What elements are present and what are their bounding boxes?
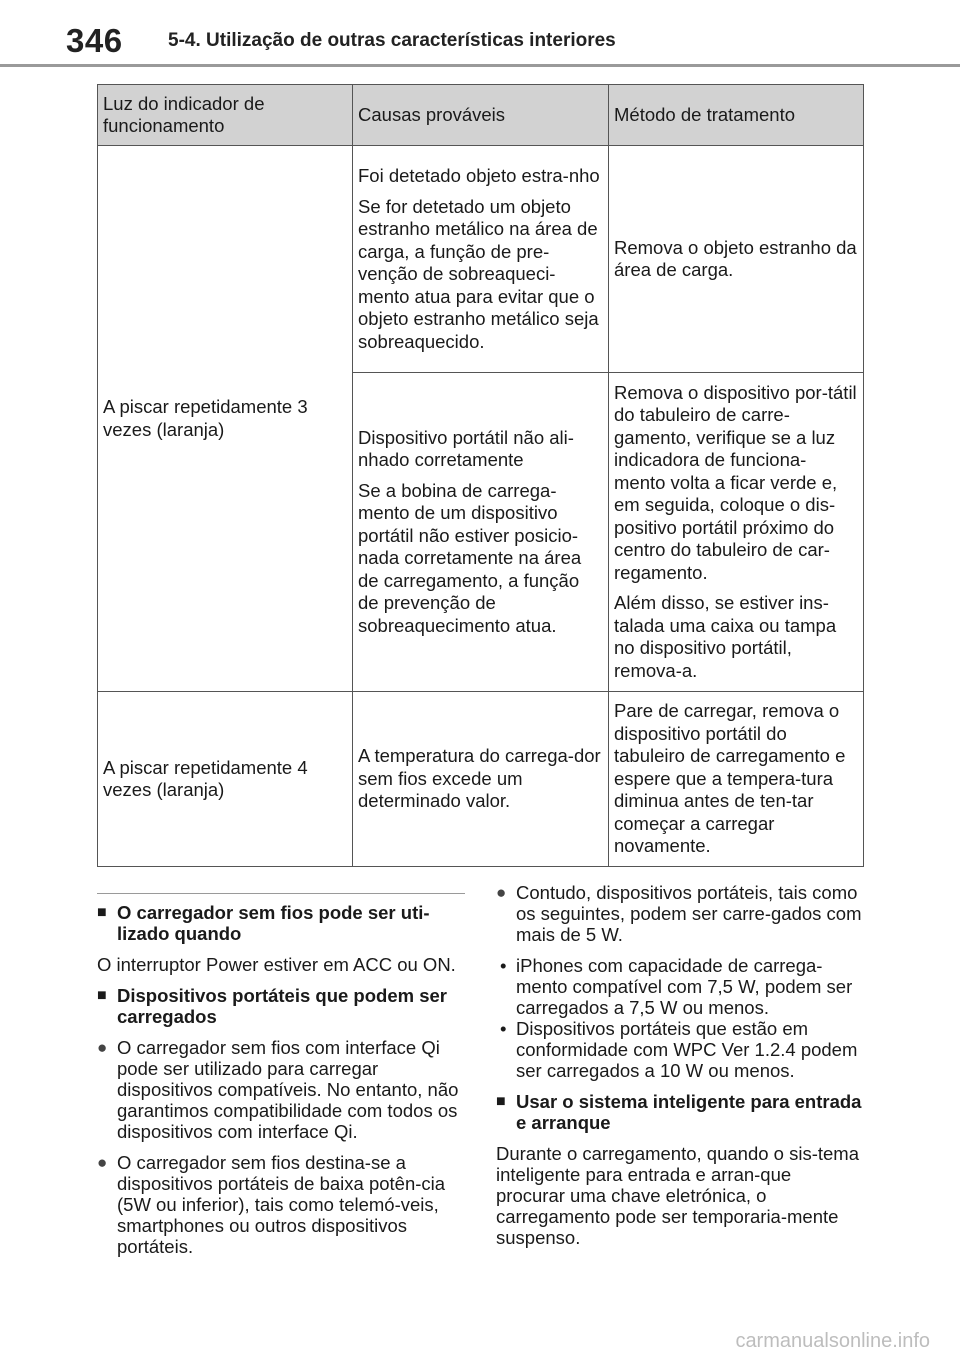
method-cell: [609, 373, 864, 692]
square-bullet-icon: ■: [97, 904, 107, 921]
table-header-row: [98, 85, 864, 146]
method-text: Remova o dispositivo por-tátil do tabuleiro de carre-gamento, verifique se a luz indicadora de funciona-mento volta a ficar verde e, em seguida, coloque o dis-positivo portátil próximo do centro do tabuleiro de car-regamento.: [614, 381, 857, 583]
watermark: carmanualsonline.info: [735, 1330, 930, 1352]
sub-list-item-text: Dispositivos portáteis que estão em conformidade com WPC Ver 1.2.4 podem ser carregados a 10 W ou menos.: [516, 1018, 858, 1081]
list-item: [97, 1152, 465, 1257]
header-indicator: Luz do indicador de funcionamento: [98, 85, 353, 146]
cause-title: A temperatura do carrega-dor sem fios excede um determinado valor.: [358, 745, 601, 812]
list-item: [496, 882, 864, 945]
right-column: [496, 882, 864, 1258]
header-rule: [0, 64, 960, 67]
heading-text: Usar o sistema inteligente para entrada e arranque: [516, 1091, 862, 1133]
circle-bullet-icon: ●: [97, 1038, 108, 1057]
subsection-heading: [97, 902, 465, 944]
header-cause: Causas prováveis: [353, 85, 609, 146]
subsection-heading: [496, 1091, 864, 1133]
heading-text: Dispositivos portáteis que podem ser carregados: [117, 985, 447, 1027]
dot-bullet-icon: •: [500, 1018, 507, 1039]
circle-bullet-icon: ●: [97, 1153, 108, 1172]
paragraph: O interruptor Power estiver em ACC ou ON.: [97, 954, 456, 975]
sub-list: [496, 955, 864, 1081]
indicator-cell: A piscar repetidamente 4 vezes (laranja): [98, 692, 353, 867]
method-text-extra: Além disso, se estiver ins-talada uma caixa ou tampa no dispositivo portátil, remova-a.: [614, 592, 837, 681]
cause-cell: [353, 373, 609, 692]
indicator-table: [97, 84, 864, 867]
method-text: Remova o objeto estranho da área de carga.: [614, 236, 857, 280]
cause-title: Dispositivo portátil não ali-nhado corretamente: [358, 426, 574, 471]
sub-list-item-text: iPhones com capacidade de carrega-mento compatível com 7,5 W, podem ser carregados a 7,5 W ou menos.: [516, 955, 853, 1018]
cause-cell: [353, 146, 609, 373]
table-row: [98, 692, 864, 867]
section-title: 5-4. Utilização de outras características interiores: [168, 30, 616, 51]
sub-list-item: [496, 1018, 864, 1081]
cause-detail: Se for detetado um objeto estranho metálico na área de carga, a função de pre-venção de sobreaqueci-mento atua para evitar que o objeto estranho metálico seja sobreaquecido.: [358, 195, 599, 352]
list-item: [97, 1037, 465, 1142]
sub-list-item: [496, 955, 864, 1018]
cause-cell: [353, 692, 609, 867]
subsection-heading: [97, 985, 465, 1027]
method-cell: [609, 146, 864, 373]
square-bullet-icon: ■: [97, 987, 107, 1004]
list-item-text: O carregador sem fios com interface Qi pode ser utilizado para carregar dispositivos compatíveis. No entanto, não garantimos compatibilidade com todos os dispositivos com interface Qi.: [117, 1037, 459, 1142]
table-row: [98, 146, 864, 373]
square-bullet-icon: ■: [496, 1093, 506, 1110]
dot-bullet-icon: •: [500, 955, 507, 976]
page-number: 346: [66, 22, 123, 59]
method-text: Pare de carregar, remova o dispositivo portátil do tabuleiro de carregamento e espere que a tempera-tura diminua antes de ten-tar começar a carregar novamente.: [614, 700, 846, 857]
header-method: Método de tratamento: [609, 85, 864, 146]
heading-text: O carregador sem fios pode ser uti-lizado quando: [117, 902, 430, 944]
circle-bullet-icon: ●: [496, 883, 507, 902]
cause-title: Foi detetado objeto estra-nho: [358, 165, 600, 186]
cause-detail: Se a bobina de carrega-mento de um dispositivo portátil não estiver posicio-nada corretamente na área de carregamento, a função de prevenção de sobreaquecimento atua.: [358, 479, 582, 636]
paragraph: Durante o carregamento, quando o sis-tema inteligente para entrada e arran-que procurar uma chave eletrónica, o carregamento pode ser temporaria-mente suspenso.: [496, 1143, 860, 1248]
list-item-text: O carregador sem fios destina-se a dispositivos portáteis de baixa potên-cia (5W ou inferior), tais como telemó-veis, smartphones ou outros dispositivos portáteis.: [117, 1152, 446, 1257]
section-divider: [97, 893, 465, 894]
list-item-text: Contudo, dispositivos portáteis, tais como os seguintes, podem ser carre-gados com mais de 5 W.: [516, 882, 862, 945]
page-header: [0, 0, 960, 70]
indicator-cell: A piscar repetidamente 3 vezes (laranja): [98, 146, 353, 692]
left-column: [97, 893, 465, 1267]
method-cell: [609, 692, 864, 867]
